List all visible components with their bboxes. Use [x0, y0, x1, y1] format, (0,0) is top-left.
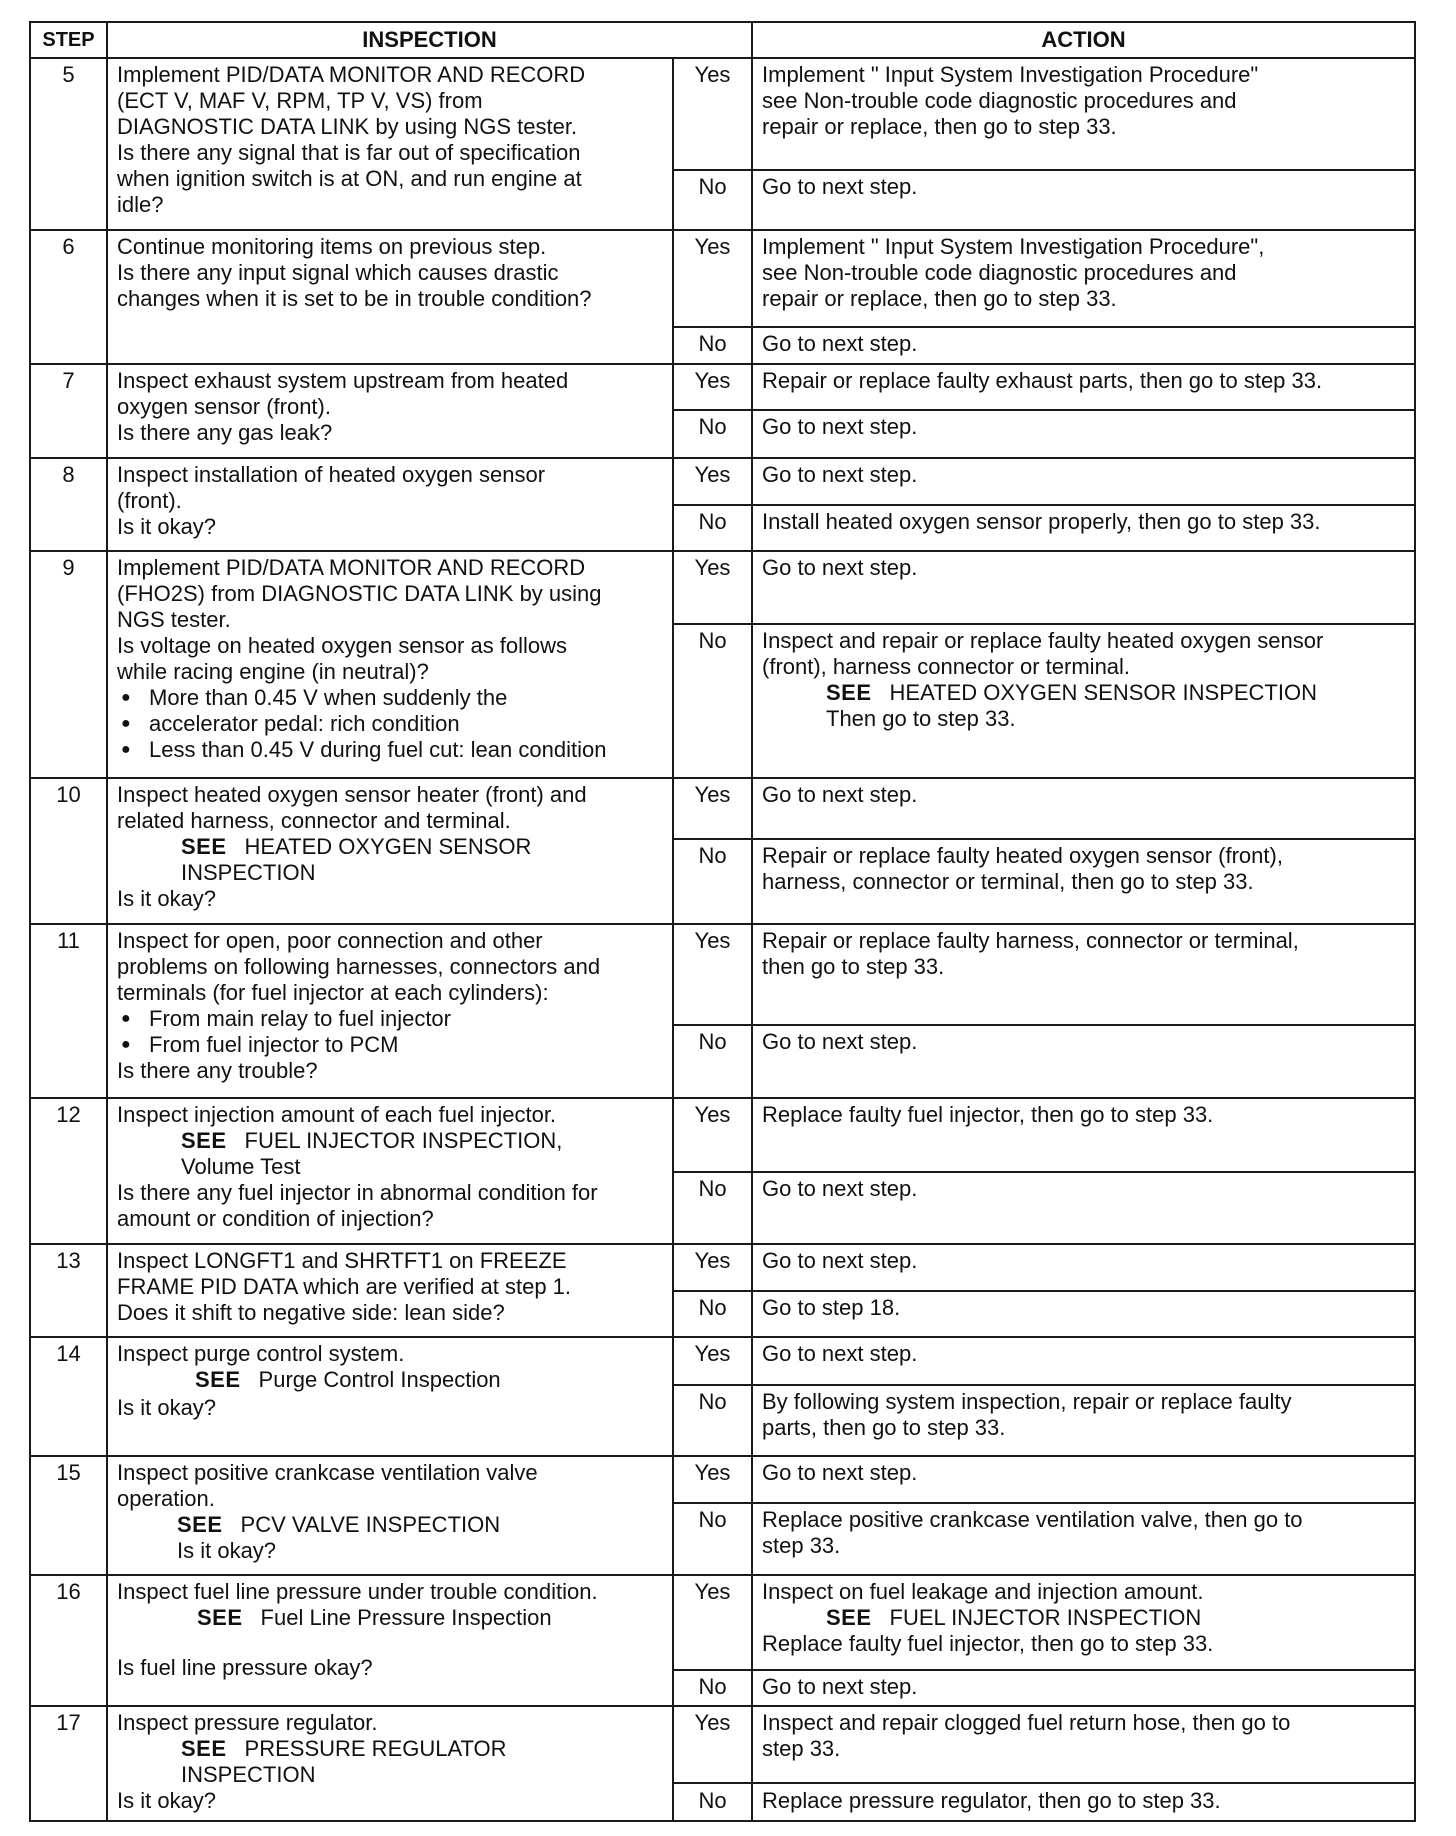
no-action-cell: [752, 1172, 1415, 1244]
no-label: No: [673, 410, 752, 457]
yes-label: Yes: [673, 1706, 752, 1784]
inspection-cell: [107, 58, 673, 230]
yes-action-cell: [752, 458, 1415, 505]
inspection-text: Is voltage on heated oxygen sensor as follows: [117, 633, 568, 659]
see-keyword: SEE: [181, 1735, 227, 1761]
see-reference: [117, 834, 663, 860]
action-text: repair or replace, then go to step 33.: [762, 285, 1117, 311]
action-text: Go to next step.: [762, 414, 918, 440]
see-keyword: SEE: [197, 1604, 243, 1630]
table-row: [30, 1456, 1415, 1503]
no-label: No: [673, 1385, 752, 1456]
yes-label: Yes: [673, 551, 752, 624]
inspection-column-header: INSPECTION: [107, 22, 752, 58]
inspection-text: Inspect exhaust system upstream from heated: [117, 367, 569, 393]
diagnostic-table: [29, 21, 1416, 1822]
table-row: [30, 1337, 1415, 1384]
no-label: No: [673, 1025, 752, 1099]
yes-action-cell: [752, 551, 1415, 624]
no-label: No: [673, 1670, 752, 1705]
bullet-text: accelerator pedal: rich condition: [149, 711, 460, 737]
no-label: No: [673, 624, 752, 778]
inspection-text: (FHO2S) from DIAGNOSTIC DATA LINK by using: [117, 581, 602, 607]
see-target: HEATED OXYGEN SENSOR: [244, 834, 532, 860]
step-number: 5: [30, 58, 107, 230]
see-reference: [117, 1605, 663, 1631]
step-number: 6: [30, 230, 107, 364]
yes-action-cell: [752, 1337, 1415, 1384]
action-text: Go to next step.: [762, 1247, 918, 1273]
yes-label: Yes: [673, 1456, 752, 1503]
yes-action-cell: [752, 778, 1415, 839]
yes-label: Yes: [673, 924, 752, 1025]
table-row: [30, 458, 1415, 505]
see-reference: [117, 1367, 663, 1393]
table-row: [30, 1098, 1415, 1172]
no-label: No: [673, 1291, 752, 1337]
inspection-text: NGS tester.: [117, 607, 231, 633]
no-action-cell: [752, 1783, 1415, 1821]
action-text: parts, then go to step 33.: [762, 1414, 1006, 1440]
step-number: 17: [30, 1706, 107, 1821]
see-reference: [117, 1512, 663, 1538]
yes-action-cell: [752, 1098, 1415, 1172]
yes-action-cell: [752, 230, 1415, 328]
inspection-text: (ECT V, MAF V, RPM, TP V, VS) from: [117, 88, 483, 113]
inspection-text: Continue monitoring items on previous step.: [117, 233, 547, 259]
action-text: Replace faulty fuel injector, then go to step 33.: [762, 1630, 1214, 1656]
step-number: 8: [30, 458, 107, 552]
see-reference: [762, 1605, 1405, 1631]
action-column-header: ACTION: [752, 22, 1415, 58]
action-text: Replace faulty fuel injector, then go to step 33.: [762, 1102, 1214, 1128]
no-label: No: [673, 1503, 752, 1575]
yes-action-cell: [752, 1706, 1415, 1784]
action-text: Repair or replace faulty exhaust parts, then go to step 33.: [762, 367, 1323, 393]
yes-action-cell: [752, 364, 1415, 410]
inspection-text: Inspect pressure regulator.: [117, 1709, 378, 1735]
inspection-cell: [107, 1244, 673, 1338]
bullet-item: ● From fuel injector to PCM: [117, 1032, 663, 1058]
table-row: [30, 1706, 1415, 1784]
action-text: Go to next step.: [762, 555, 918, 581]
inspection-text: when ignition switch is at ON, and run engine at: [117, 166, 582, 191]
no-action-cell: [752, 410, 1415, 457]
inspection-text: Inspect purge control system.: [117, 1341, 405, 1367]
inspection-text: operation.: [117, 1485, 215, 1511]
see-target: HEATED OXYGEN SENSOR INSPECTION: [889, 680, 1317, 706]
inspection-text: (front).: [117, 487, 182, 513]
inspection-text: Implement PID/DATA MONITOR AND RECORD: [117, 555, 586, 581]
action-text: Go to next step.: [762, 782, 918, 808]
no-action-cell: [752, 624, 1415, 778]
no-action-cell: [752, 1291, 1415, 1337]
inspection-cell: [107, 924, 673, 1099]
action-text: harness, connector or terminal, then go to step 33.: [762, 869, 1254, 894]
question-text: Is it okay?: [117, 886, 217, 912]
action-text: Go to next step.: [762, 1341, 918, 1367]
no-action-cell: [752, 1025, 1415, 1099]
action-text: repair or replace, then go to step 33.: [762, 114, 1117, 139]
inspection-cell: [107, 1575, 673, 1706]
bullet-item: ● More than 0.45 V when suddenly the: [117, 685, 663, 711]
table-row: [30, 924, 1415, 1025]
see-target: INSPECTION: [181, 860, 316, 886]
yes-label: Yes: [673, 364, 752, 410]
action-text: Go to step 18.: [762, 1295, 901, 1321]
no-label: No: [673, 505, 752, 551]
question-text: Is it okay?: [117, 1395, 217, 1421]
inspection-cell: [107, 458, 673, 552]
inspection-text: related harness, connector and terminal.: [117, 808, 511, 834]
see-reference: [762, 680, 1405, 706]
action-text: By following system inspection, repair or replace faulty: [762, 1388, 1292, 1414]
table-row: [30, 1244, 1415, 1291]
no-action-cell: [752, 170, 1415, 230]
step-number: 13: [30, 1244, 107, 1338]
step-number: 11: [30, 924, 107, 1099]
yes-action-cell: [752, 924, 1415, 1025]
table-row: [30, 364, 1415, 410]
see-reference: [117, 1736, 663, 1762]
question-text: Is fuel line pressure okay?: [117, 1654, 373, 1680]
table-row: [30, 1575, 1415, 1671]
no-action-cell: [752, 1503, 1415, 1575]
no-label: No: [673, 327, 752, 363]
inspection-cell: [107, 364, 673, 458]
inspection-text: while racing engine (in neutral)?: [117, 659, 429, 685]
inspection-cell: [107, 230, 673, 364]
inspection-text: FRAME PID DATA which are verified at step 1.: [117, 1273, 572, 1299]
action-text: Go to next step.: [762, 1459, 918, 1485]
see-target: Fuel Line Pressure Inspection: [260, 1604, 552, 1630]
inspection-cell: [107, 1337, 673, 1455]
see-target: INSPECTION: [181, 1761, 316, 1787]
bullet-item: ● Less than 0.45 V during fuel cut: lean condition: [117, 737, 663, 763]
action-text: Inspect and repair clogged fuel return hose, then go to: [762, 1709, 1291, 1735]
inspection-cell: [107, 1706, 673, 1821]
no-action-cell: [752, 839, 1415, 924]
inspection-text: Inspect heated oxygen sensor heater (front) and: [117, 782, 587, 808]
inspection-text: Inspect for open, poor connection and other: [117, 927, 543, 953]
action-text: see Non-trouble code diagnostic procedures and: [762, 259, 1237, 285]
action-text: (front), harness connector or terminal.: [762, 654, 1131, 680]
action-text: step 33.: [762, 1735, 841, 1761]
step-number: 12: [30, 1098, 107, 1243]
action-text: then go to step 33.: [762, 953, 945, 979]
table-header-row: [30, 22, 1415, 58]
inspection-text: Is there any gas leak?: [117, 419, 333, 445]
step-number: 7: [30, 364, 107, 458]
yes-label: Yes: [673, 1244, 752, 1291]
action-text: Replace pressure regulator, then go to step 33.: [762, 1788, 1221, 1814]
action-text: Go to next step.: [762, 174, 918, 200]
inspection-text: Is there any input signal which causes drastic: [117, 259, 559, 285]
question-text: Is there any trouble?: [117, 1057, 318, 1083]
action-text: Install heated oxygen sensor properly, then go to step 33.: [762, 509, 1321, 534]
see-keyword: SEE: [826, 680, 872, 706]
see-target: FUEL INJECTOR INSPECTION: [889, 1604, 1202, 1630]
see-reference: [117, 1128, 663, 1154]
question-text: Is it okay?: [117, 1787, 217, 1813]
yes-label: Yes: [673, 1098, 752, 1172]
step-number: 15: [30, 1456, 107, 1575]
no-label: No: [673, 839, 752, 924]
bullet-continuation: [117, 711, 663, 737]
inspection-text: Inspect installation of heated oxygen sensor: [117, 461, 546, 487]
table-row: [30, 58, 1415, 170]
see-target: FUEL INJECTOR INSPECTION,: [244, 1128, 563, 1154]
see-keyword: SEE: [181, 834, 227, 860]
inspection-text: problems on following harnesses, connectors and: [117, 953, 601, 979]
table-row: [30, 230, 1415, 328]
spacer: [117, 1631, 663, 1655]
inspection-text: Inspect positive crankcase ventilation valve: [117, 1459, 538, 1485]
action-text: Repair or replace faulty harness, connector or terminal,: [762, 927, 1299, 953]
step-number: 10: [30, 778, 107, 923]
inspection-text: Implement PID/DATA MONITOR AND RECORD: [117, 62, 586, 87]
yes-label: Yes: [673, 1575, 752, 1671]
action-text: step 33.: [762, 1532, 841, 1558]
inspection-text: DIAGNOSTIC DATA LINK by using NGS tester.: [117, 114, 578, 139]
yes-action-cell: [752, 1575, 1415, 1671]
see-keyword: SEE: [181, 1128, 227, 1154]
no-action-cell: [752, 505, 1415, 551]
yes-action-cell: [752, 58, 1415, 170]
see-keyword: SEE: [826, 1604, 872, 1630]
yes-label: Yes: [673, 1337, 752, 1384]
yes-label: Yes: [673, 230, 752, 328]
action-text: Replace positive crankcase ventilation valve, then go to: [762, 1506, 1303, 1532]
see-target: PRESSURE REGULATOR: [244, 1735, 507, 1761]
no-label: No: [673, 170, 752, 230]
inspection-text: Inspect LONGFT1 and SHRTFT1 on FREEZE: [117, 1247, 567, 1273]
yes-action-cell: [752, 1244, 1415, 1291]
step-number: 9: [30, 551, 107, 778]
action-text: Go to next step.: [762, 1028, 918, 1054]
yes-label: Yes: [673, 458, 752, 505]
inspection-text: Inspect fuel line pressure under trouble condition.: [117, 1578, 598, 1604]
action-text: Go to next step.: [762, 331, 918, 357]
inspection-cell: [107, 551, 673, 778]
yes-label: Yes: [673, 778, 752, 839]
inspection-text: Is it okay?: [117, 513, 217, 539]
action-text: see Non-trouble code diagnostic procedures and: [762, 88, 1237, 113]
inspection-text: changes when it is set to be in trouble condition?: [117, 285, 592, 311]
action-text: Go to next step.: [762, 461, 918, 487]
table-row: [30, 551, 1415, 624]
no-label: No: [673, 1783, 752, 1821]
see-target: Purge Control Inspection: [258, 1367, 501, 1393]
action-text: Go to next step.: [762, 1674, 918, 1700]
inspection-text: idle?: [117, 192, 164, 217]
question-text: Is there any fuel injector in abnormal condition for: [117, 1180, 598, 1206]
inspection-cell: [107, 778, 673, 923]
inspection-text: terminals (for fuel injector at each cylinders):: [117, 979, 549, 1005]
action-text: Go to next step.: [762, 1175, 918, 1201]
action-text: Implement " Input System Investigation Procedure",: [762, 233, 1265, 259]
action-text: Then go to step 33.: [826, 706, 1016, 732]
inspection-text: oxygen sensor (front).: [117, 393, 331, 419]
question-text: amount or condition of injection?: [117, 1206, 434, 1232]
see-target: Volume Test: [181, 1154, 301, 1180]
action-text: Inspect on fuel leakage and injection amount.: [762, 1578, 1204, 1604]
step-column-header: STEP: [30, 22, 107, 58]
action-text: Implement " Input System Investigation Procedure": [762, 62, 1259, 87]
table-row: [30, 778, 1415, 839]
question-text: Is it okay?: [177, 1537, 277, 1563]
inspection-cell: [107, 1456, 673, 1575]
see-keyword: SEE: [195, 1367, 241, 1393]
inspection-text: Does it shift to negative side: lean side?: [117, 1299, 505, 1325]
no-action-cell: [752, 327, 1415, 363]
action-text: Repair or replace faulty heated oxygen sensor (front),: [762, 843, 1283, 868]
see-target: PCV VALVE INSPECTION: [240, 1511, 501, 1537]
no-action-cell: [752, 1385, 1415, 1456]
yes-label: Yes: [673, 58, 752, 170]
inspection-text: Inspect injection amount of each fuel injector.: [117, 1102, 557, 1128]
action-text: Inspect and repair or replace faulty heated oxygen sensor: [762, 628, 1324, 654]
see-keyword: SEE: [177, 1511, 223, 1537]
no-label: No: [673, 1172, 752, 1244]
step-number: 16: [30, 1575, 107, 1706]
step-number: 14: [30, 1337, 107, 1455]
inspection-text: Is there any signal that is far out of specification: [117, 140, 581, 165]
no-action-cell: [752, 1670, 1415, 1705]
bullet-item: ● From main relay to fuel injector: [117, 1006, 663, 1032]
inspection-cell: [107, 1098, 673, 1243]
yes-action-cell: [752, 1456, 1415, 1503]
